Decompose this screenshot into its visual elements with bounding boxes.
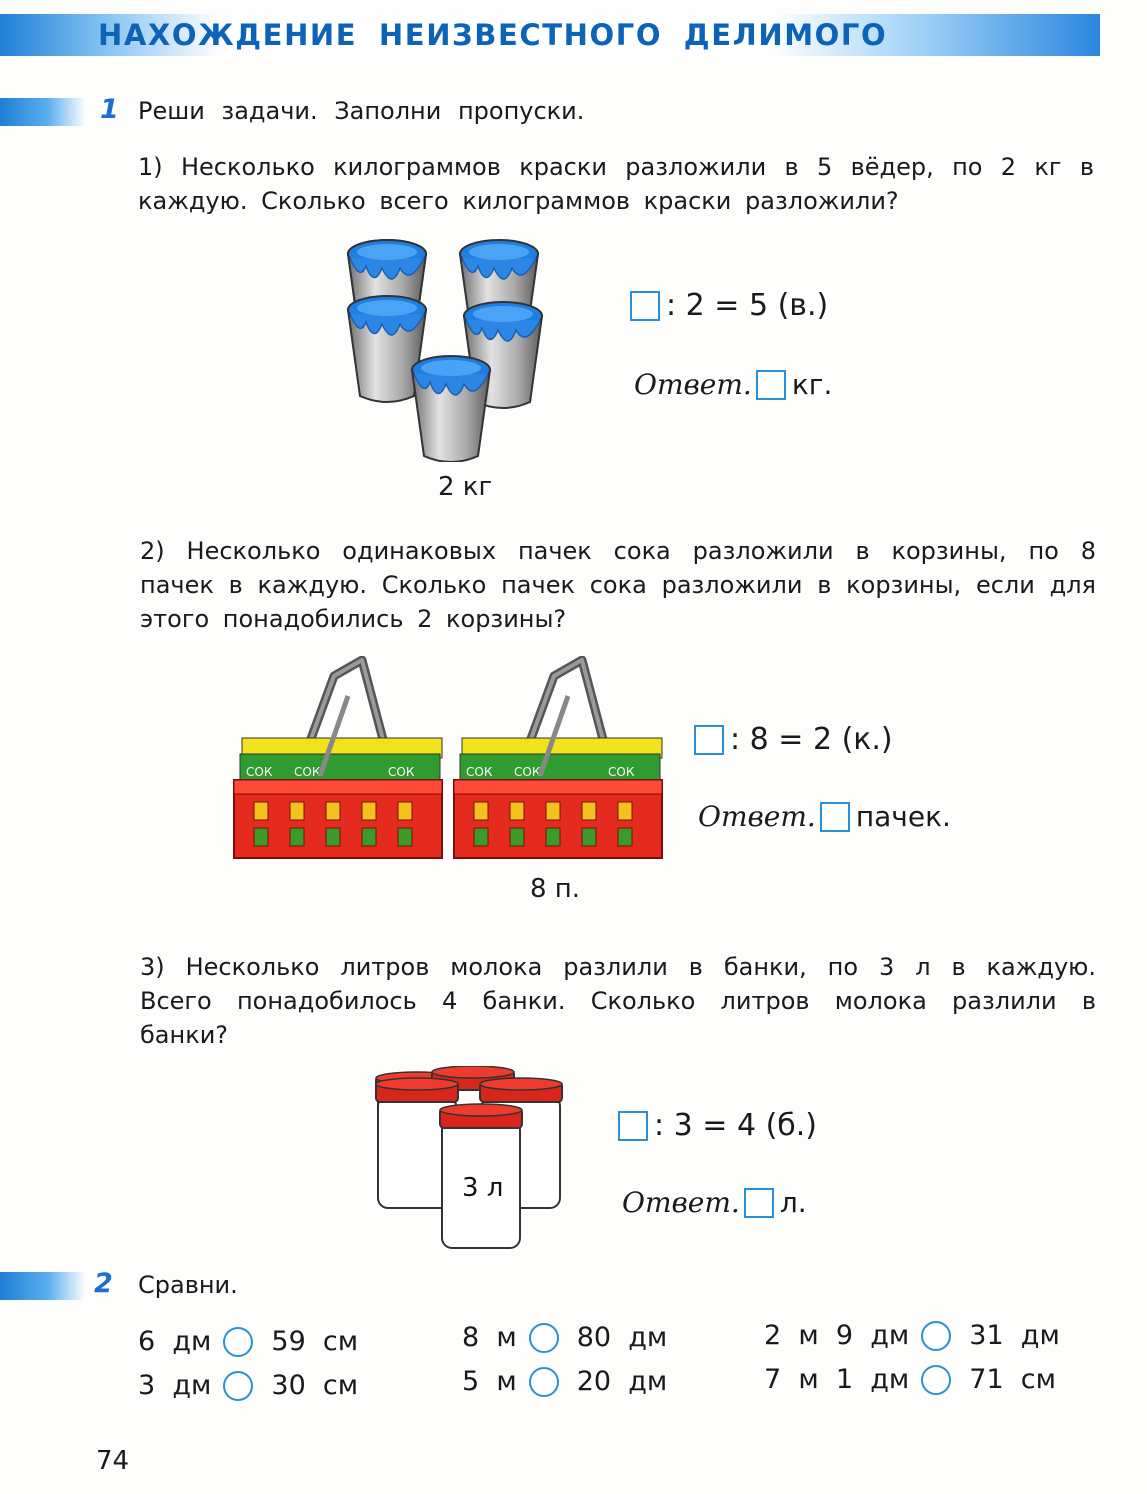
answer-label: Ответ. <box>634 368 752 401</box>
juice-pack-label: СОК <box>246 765 273 779</box>
comparison-row <box>462 1366 667 1397</box>
comparison-row <box>462 1322 667 1353</box>
comparison-left: 2 м 9 дм <box>764 1320 910 1351</box>
answer-label: Ответ. <box>698 800 816 833</box>
comparison-left: 3 дм <box>138 1370 212 1401</box>
problem-3-answer <box>622 1186 807 1219</box>
problem-2-equation <box>694 722 893 757</box>
comparison-sign-circle[interactable] <box>921 1321 951 1351</box>
comparison-sign-circle[interactable] <box>529 1323 559 1353</box>
comparison-right: 71 см <box>969 1364 1057 1395</box>
juice-pack-label: СОК <box>294 765 321 779</box>
front-milk-jar-icon <box>440 1104 522 1248</box>
answer-unit: кг. <box>791 368 833 401</box>
problem-3-equation-text: : 3 = 4 (б.) <box>654 1108 818 1143</box>
comparison-sign-circle[interactable] <box>223 1327 253 1357</box>
basket-icon <box>454 660 662 858</box>
problem-1-equation <box>630 288 828 323</box>
task-2-marker-bar <box>0 1272 86 1300</box>
juice-pack-label: СОК <box>388 765 415 779</box>
comparison-right: 59 см <box>271 1326 359 1357</box>
jar-volume-label: 3 л <box>462 1173 504 1203</box>
task-1-instruction: Реши задачи. Заполни пропуски. <box>138 97 585 125</box>
comparison-row <box>138 1370 358 1401</box>
task-1-number: 1 <box>100 94 119 125</box>
buckets-caption: 2 кг <box>438 472 493 502</box>
paint-bucket-icon <box>412 356 490 462</box>
problem-2-text: 2) Несколько одинаковых пачек сока разложили в корзины, по 8 пачек в каждую. Сколько пачек сока разложили в корзины, если для этого понадобились 2 корзины? <box>140 537 1096 633</box>
milk-jars-illustration <box>372 1066 572 1252</box>
comparison-row <box>764 1320 1060 1351</box>
problem-2-answer <box>698 800 951 833</box>
comparison-left: 5 м <box>462 1366 517 1397</box>
task-1-marker-bar <box>0 98 86 126</box>
page-number: 74 <box>96 1446 130 1476</box>
comparison-left: 8 м <box>462 1322 517 1353</box>
answer-unit: пачек. <box>855 800 951 833</box>
comparison-left: 6 дм <box>138 1326 212 1357</box>
problem-3-equation <box>618 1108 817 1143</box>
problem-1-answer <box>634 368 832 401</box>
juice-baskets-illustration <box>230 656 670 862</box>
problem-1-equation-text: : 2 = 5 (в.) <box>666 288 829 323</box>
comparison-sign-circle[interactable] <box>223 1371 253 1401</box>
comparison-right: 31 дм <box>969 1320 1060 1351</box>
problem-1-text: 1) Несколько килограммов краски разложили в 5 вёдер, по 2 кг в каждую. Сколько всего килограммов краски разложили? <box>138 153 1094 215</box>
comparison-row <box>138 1326 358 1357</box>
comparison-right: 20 дм <box>576 1366 668 1397</box>
paint-buckets-illustration <box>330 232 580 462</box>
task-2-number: 2 <box>94 1268 113 1299</box>
basket-icon <box>234 660 442 858</box>
comparison-row <box>764 1364 1056 1395</box>
comparison-right: 80 дм <box>576 1322 668 1353</box>
dividend-answer-box[interactable] <box>630 291 660 321</box>
problem-2-equation-text: : 8 = 2 (к.) <box>730 722 893 757</box>
comparison-sign-circle[interactable] <box>921 1365 951 1395</box>
comparison-left: 7 м 1 дм <box>764 1364 910 1395</box>
baskets-caption: 8 п. <box>530 874 581 904</box>
task-2-instruction: Сравни. <box>138 1271 238 1299</box>
comparison-right: 30 см <box>271 1370 359 1401</box>
comparison-sign-circle[interactable] <box>529 1367 559 1397</box>
dividend-answer-box[interactable] <box>694 725 724 755</box>
problem-2-answer-box[interactable] <box>820 802 850 832</box>
problem-3-text: 3) Несколько литров молока разлили в банки, по 3 л в каждую. Всего понадобилось 4 банки. Сколько литров молока разлили в банки? <box>140 953 1096 1049</box>
dividend-answer-box[interactable] <box>618 1111 648 1141</box>
answer-unit: л. <box>779 1186 807 1219</box>
page-title: НАХОЖДЕНИЕ НЕИЗВЕСТНОГО ДЕЛИМОГО <box>98 18 888 52</box>
answer-label: Ответ. <box>622 1186 740 1219</box>
problem-1-answer-box[interactable] <box>756 370 786 400</box>
problem-3-answer-box[interactable] <box>744 1188 774 1218</box>
